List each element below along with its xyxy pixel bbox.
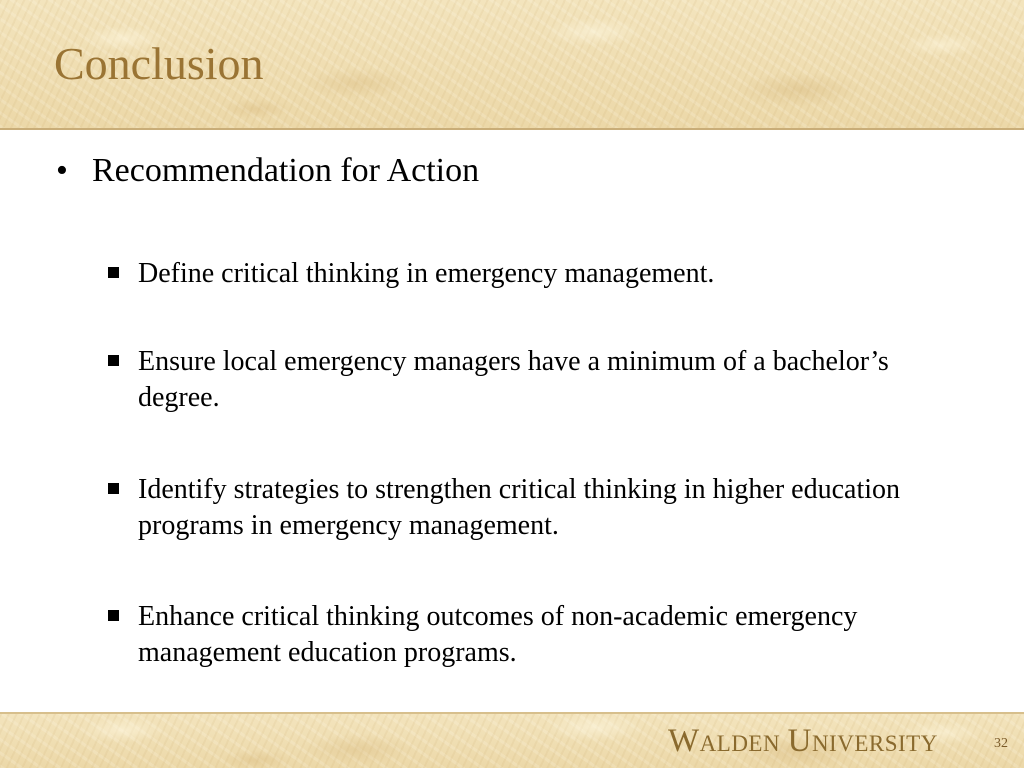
sub-bullet-text: Ensure local emergency managers have a minimum of a bachelor’s degree. bbox=[138, 346, 889, 413]
square-bullet-icon bbox=[106, 256, 138, 292]
round-bullet-icon: • bbox=[56, 152, 68, 189]
square-bullet-icon bbox=[106, 472, 138, 544]
sub-bullet-item bbox=[106, 344, 936, 416]
bullet-text: Recommendation for Action bbox=[92, 152, 480, 189]
sub-bullet-item bbox=[106, 472, 936, 544]
slide-title: Conclusion bbox=[54, 38, 264, 89]
square-bullet-icon bbox=[106, 599, 138, 671]
sub-bullet-item bbox=[106, 256, 936, 292]
sub-bullet-text: Enhance critical thinking outcomes of non-academic emergency management education programs. bbox=[138, 601, 858, 668]
sub-bullet-item bbox=[106, 599, 936, 671]
bullet-recommendation bbox=[56, 150, 479, 192]
sub-bullet-text: Identify strategies to strengthen critical thinking in higher education programs in emergency management. bbox=[138, 474, 901, 541]
sub-bullet-text: Define critical thinking in emergency management. bbox=[138, 258, 715, 289]
walden-university-logo: WALDEN UNIVERSITY bbox=[668, 723, 938, 759]
page-number: 32 bbox=[994, 736, 1008, 751]
square-bullet-icon bbox=[106, 344, 138, 416]
header-divider bbox=[0, 128, 1024, 130]
